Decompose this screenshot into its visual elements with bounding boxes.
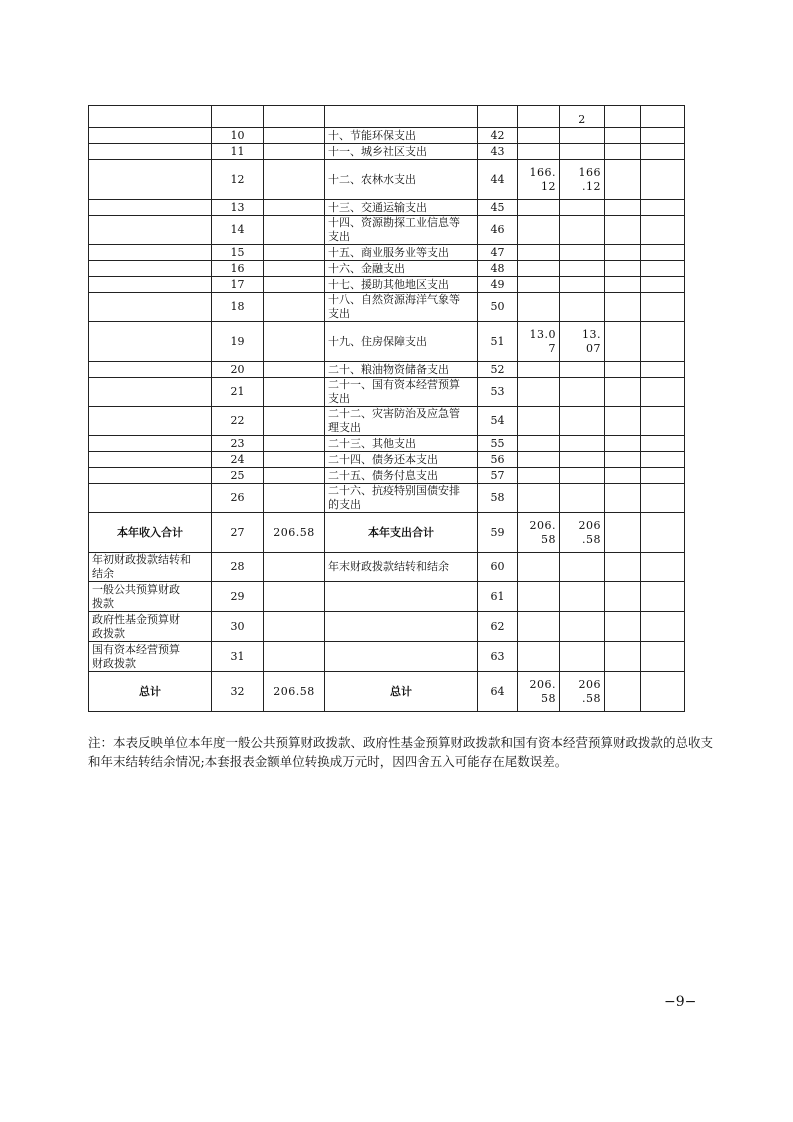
total-cell [518,378,560,407]
general-cell [560,436,605,452]
line-cell: 64 [478,672,518,712]
state-capital-cell [641,106,685,128]
seq-cell: 19 [212,322,264,362]
gov-fund-cell [605,553,641,582]
income-value-cell [264,200,325,216]
income-label-cell [89,160,212,200]
line-cell: 51 [478,322,518,362]
total-cell [518,293,560,322]
state-capital-cell [641,216,685,245]
state-capital-cell [641,452,685,468]
income-label-cell [89,293,212,322]
total-cell: 166. 12 [518,160,560,200]
general-cell [560,362,605,378]
gov-fund-cell [605,582,641,612]
gov-fund-cell [605,144,641,160]
income-value-cell [264,407,325,436]
general-cell [560,245,605,261]
table-row [89,642,685,672]
total-cell [518,261,560,277]
line-cell: 63 [478,642,518,672]
income-label-cell: 一般公共预算财政 拨款 [89,582,212,612]
seq-cell: 16 [212,261,264,277]
expense-label-cell: 十三、交通运输支出 [325,200,478,216]
income-label-cell [89,362,212,378]
expense-label-cell [325,106,478,128]
seq-cell: 23 [212,436,264,452]
state-capital-cell [641,513,685,553]
line-cell: 54 [478,407,518,436]
line-cell: 58 [478,484,518,513]
line-cell: 61 [478,582,518,612]
table-row [89,672,685,712]
income-total-label: 本年收入合计 [89,513,212,553]
income-label-cell: 国有资本经营预算 财政拨款 [89,642,212,672]
seq-cell: 30 [212,612,264,642]
general-cell [560,293,605,322]
total-cell [518,612,560,642]
seq-cell: 22 [212,407,264,436]
table-row [89,582,685,612]
gov-fund-cell [605,612,641,642]
expense-label-cell: 十六、金融支出 [325,261,478,277]
state-capital-cell [641,293,685,322]
general-cell: 166 .12 [560,160,605,200]
expense-label-cell [325,642,478,672]
seq-cell: 26 [212,484,264,513]
income-value-cell [264,582,325,612]
line-cell: 53 [478,378,518,407]
income-value-cell [264,362,325,378]
total-cell [518,642,560,672]
state-capital-cell [641,362,685,378]
gov-fund-cell [605,672,641,712]
gov-fund-cell [605,322,641,362]
income-label-cell: 政府性基金预算财 政拨款 [89,612,212,642]
income-value-cell [264,322,325,362]
income-label-cell: 年初财政拨款结转和 结余 [89,553,212,582]
line-cell: 60 [478,553,518,582]
table-row [89,452,685,468]
seq-cell: 13 [212,200,264,216]
expense-label-cell: 二十二、灾害防治及应急管 理支出 [325,407,478,436]
gov-fund-cell [605,484,641,513]
income-label-cell [89,436,212,452]
state-capital-cell [641,200,685,216]
income-value-cell [264,436,325,452]
expense-label-cell: 十七、援助其他地区支出 [325,277,478,293]
expense-label-cell: 二十三、其他支出 [325,436,478,452]
line-cell: 48 [478,261,518,277]
gov-fund-cell [605,642,641,672]
seq-cell: 21 [212,378,264,407]
general-cell [560,553,605,582]
income-value-cell [264,261,325,277]
total-cell [518,452,560,468]
line-cell: 57 [478,468,518,484]
total-cell [518,144,560,160]
seq-cell [212,106,264,128]
state-capital-cell [641,642,685,672]
state-capital-cell [641,484,685,513]
gov-fund-cell [605,261,641,277]
expense-label-cell: 十二、农林水支出 [325,160,478,200]
general-cell [560,216,605,245]
line-cell: 52 [478,362,518,378]
seq-cell: 32 [212,672,264,712]
income-label-cell [89,200,212,216]
gov-fund-cell [605,468,641,484]
table-row [89,362,685,378]
income-label-cell [89,245,212,261]
table-row [89,407,685,436]
gov-fund-cell [605,293,641,322]
seq-cell: 15 [212,245,264,261]
income-value-cell [264,468,325,484]
seq-cell: 20 [212,362,264,378]
gov-fund-cell [605,452,641,468]
general-cell [560,612,605,642]
state-capital-cell [641,553,685,582]
state-capital-cell [641,582,685,612]
income-label-cell [89,144,212,160]
seq-cell: 25 [212,468,264,484]
seq-cell: 28 [212,553,264,582]
expense-label-cell: 年末财政拨款结转和结余 [325,553,478,582]
income-value-cell [264,216,325,245]
grand-total-value: 206.58 [264,672,325,712]
table-row [89,277,685,293]
line-cell: 49 [478,277,518,293]
budget-table [88,105,685,712]
expense-label-cell [325,582,478,612]
expense-total-label: 本年支出合计 [325,513,478,553]
line-cell: 55 [478,436,518,452]
income-value-cell [264,484,325,513]
total-cell [518,245,560,261]
income-value-cell [264,160,325,200]
state-capital-cell [641,160,685,200]
line-cell: 45 [478,200,518,216]
gov-fund-cell [605,245,641,261]
state-capital-cell [641,277,685,293]
total-cell [518,362,560,378]
gov-fund-cell [605,436,641,452]
total-cell [518,407,560,436]
general-cell [560,261,605,277]
expense-label-cell: 十九、住房保障支出 [325,322,478,362]
seq-cell: 12 [212,160,264,200]
gov-fund-cell [605,378,641,407]
total-cell [518,200,560,216]
seq-cell: 24 [212,452,264,468]
general-cell [560,484,605,513]
general-cell: 206 .58 [560,513,605,553]
expense-label-cell: 十八、自然资源海洋气象等 支出 [325,293,478,322]
total-cell [518,277,560,293]
state-capital-cell [641,672,685,712]
expense-label-cell: 十一、城乡社区支出 [325,144,478,160]
general-cell: 2 [560,106,605,128]
table-row [89,293,685,322]
line-cell: 42 [478,128,518,144]
seq-cell: 18 [212,293,264,322]
total-cell [518,436,560,452]
total-cell: 206. 58 [518,672,560,712]
gov-fund-cell [605,277,641,293]
table-row [89,160,685,200]
income-label-cell [89,128,212,144]
expense-label-cell: 二十一、国有资本经营预算 支出 [325,378,478,407]
line-cell: 62 [478,612,518,642]
income-label-cell [89,407,212,436]
expense-label-cell: 二十、粮油物资储备支出 [325,362,478,378]
income-value-cell [264,128,325,144]
seq-cell: 14 [212,216,264,245]
gov-fund-cell [605,513,641,553]
gov-fund-cell [605,362,641,378]
income-label-cell [89,378,212,407]
total-cell: 206. 58 [518,513,560,553]
table-row [89,128,685,144]
general-cell [560,378,605,407]
income-value-cell [264,245,325,261]
grand-total-expense-label: 总计 [325,672,478,712]
gov-fund-cell [605,407,641,436]
table-row [89,322,685,362]
state-capital-cell [641,128,685,144]
general-cell [560,452,605,468]
line-cell: 44 [478,160,518,200]
income-value-cell [264,612,325,642]
line-cell: 50 [478,293,518,322]
general-cell [560,277,605,293]
table-row [89,513,685,553]
total-cell [518,128,560,144]
total-cell: 13.0 7 [518,322,560,362]
state-capital-cell [641,245,685,261]
income-value-cell [264,642,325,672]
income-label-cell [89,216,212,245]
general-cell: 206 .58 [560,672,605,712]
line-cell: 43 [478,144,518,160]
total-cell [518,484,560,513]
expense-label-cell: 二十五、债务付息支出 [325,468,478,484]
general-cell [560,407,605,436]
expense-label-cell: 二十四、债务还本支出 [325,452,478,468]
general-cell [560,642,605,672]
gov-fund-cell [605,160,641,200]
table-row [89,106,685,128]
total-cell [518,216,560,245]
seq-cell: 10 [212,128,264,144]
state-capital-cell [641,407,685,436]
table-row [89,378,685,407]
seq-cell: 17 [212,277,264,293]
income-value-cell [264,277,325,293]
gov-fund-cell [605,216,641,245]
state-capital-cell [641,378,685,407]
income-label-cell [89,106,212,128]
income-value-cell [264,144,325,160]
seq-cell: 31 [212,642,264,672]
gov-fund-cell [605,200,641,216]
table-row [89,553,685,582]
expense-label-cell: 十、节能环保支出 [325,128,478,144]
state-capital-cell [641,144,685,160]
line-cell: 47 [478,245,518,261]
table-note: 注：本表反映单位本年度一般公共预算财政拨款、政府性基金预算财政拨款和国有资本经营预算财政拨款的总收支和年末结转结余情况;本套报表金额单位转换成万元时，因四舍五入可能存在尾数误差。 [88,735,714,769]
gov-fund-cell [605,128,641,144]
income-value-cell [264,452,325,468]
table-row [89,261,685,277]
table-row [89,200,685,216]
state-capital-cell [641,322,685,362]
income-label-cell [89,261,212,277]
page-number: −9− [664,994,697,1010]
state-capital-cell [641,468,685,484]
table-row [89,484,685,513]
total-cell [518,468,560,484]
seq-cell: 11 [212,144,264,160]
line-cell: 56 [478,452,518,468]
general-cell [560,144,605,160]
general-cell [560,468,605,484]
general-cell [560,128,605,144]
general-cell [560,200,605,216]
total-cell [518,106,560,128]
state-capital-cell [641,436,685,452]
income-label-cell [89,277,212,293]
general-cell [560,582,605,612]
income-label-cell [89,322,212,362]
seq-cell: 27 [212,513,264,553]
table-row [89,245,685,261]
income-value-cell [264,553,325,582]
line-cell: 59 [478,513,518,553]
total-cell [518,553,560,582]
income-value-cell [264,293,325,322]
general-cell: 13. 07 [560,322,605,362]
state-capital-cell [641,261,685,277]
expense-label-cell: 十五、商业服务业等支出 [325,245,478,261]
gov-fund-cell [605,106,641,128]
table-row [89,436,685,452]
table-row [89,144,685,160]
line-cell [478,106,518,128]
income-value-cell [264,106,325,128]
income-label-cell [89,452,212,468]
grand-total-label: 总计 [89,672,212,712]
table-row [89,612,685,642]
expense-label-cell: 十四、资源勘探工业信息等 支出 [325,216,478,245]
income-value-cell [264,378,325,407]
income-label-cell [89,468,212,484]
state-capital-cell [641,612,685,642]
table-row [89,216,685,245]
expense-label-cell: 二十六、抗疫特别国债安排 的支出 [325,484,478,513]
seq-cell: 29 [212,582,264,612]
line-cell: 46 [478,216,518,245]
income-label-cell [89,484,212,513]
total-cell [518,582,560,612]
income-total-value: 206.58 [264,513,325,553]
expense-label-cell [325,612,478,642]
table-row [89,468,685,484]
